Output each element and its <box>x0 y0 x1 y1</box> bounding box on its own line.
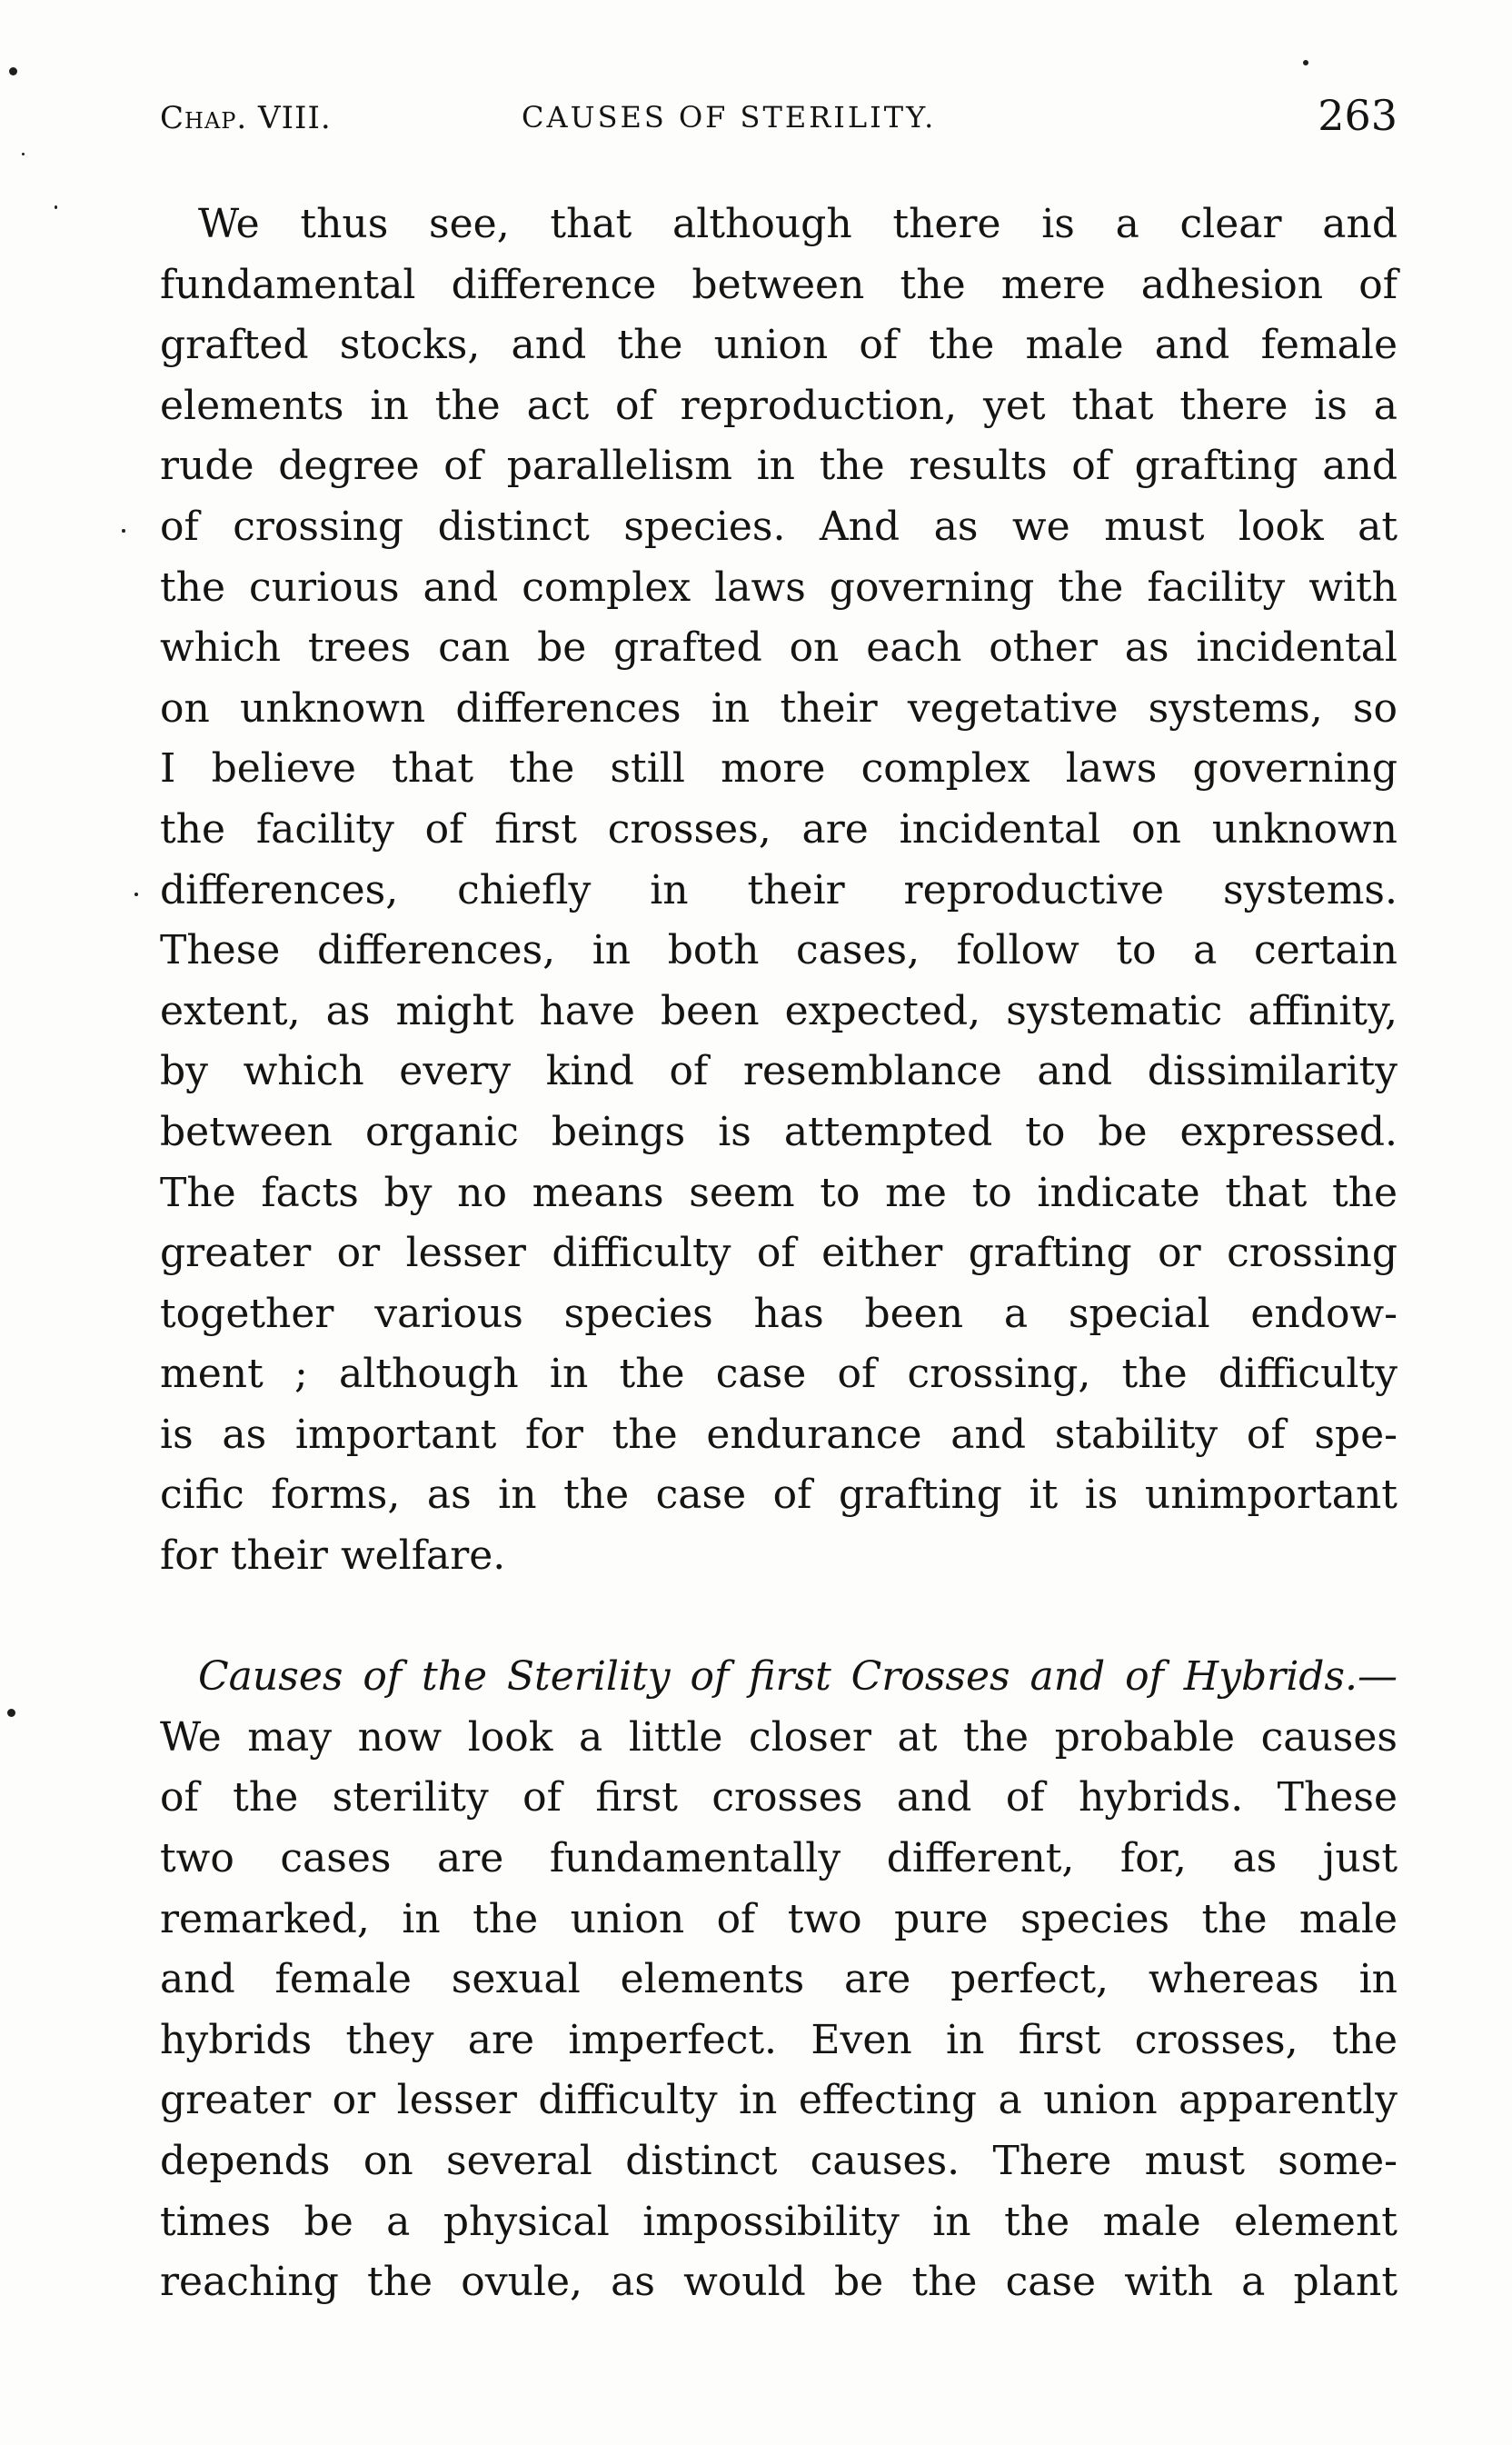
text-line: hybrids they are imperfect. Even in first crosses, the <box>160 2016 1398 2063</box>
text-line: two cases are fundamentally different, for, as just <box>160 1835 1398 1882</box>
paragraph-causes-of-sterility <box>160 1647 1398 2313</box>
chapter-label: Chap. VIII. <box>160 100 332 136</box>
text-line: the facility of first crosses, are incidental on unknown <box>160 805 1398 853</box>
scan-speck <box>55 205 57 209</box>
text-line: The facts by no means seem to me to indicate that the <box>160 1169 1398 1216</box>
text-line: greater or lesser difficulty of either grafting or crossing <box>160 1230 1398 1277</box>
text-line: differences, chiefly in their reproductive systems. <box>160 866 1398 913</box>
text-line: We thus see, that although there is a clear and <box>198 201 1398 247</box>
running-head <box>160 91 1398 145</box>
text-line: I believe that the still more complex laws governing <box>160 745 1398 793</box>
text-line: for their welfare. <box>160 1532 506 1580</box>
paragraph-grafting-crossing <box>160 195 1398 1587</box>
scan-speck <box>7 1709 15 1717</box>
scan-speck <box>22 153 25 155</box>
text-line: the curious and complex laws governing the facility with <box>160 564 1398 611</box>
section-gap <box>160 1587 1398 1648</box>
text-line: of the sterility of first crosses and of hybrids. These <box>160 1774 1398 1821</box>
text-line: rude degree of parallelism in the results of grafting and <box>160 443 1398 490</box>
text-line: extent, as might have been expected, systematic affinity, <box>160 987 1398 1034</box>
text-line: greater or lesser difficulty in effecting a union apparently <box>160 2077 1398 2124</box>
text-line: grafted stocks, and the union of the male and female <box>160 322 1398 369</box>
text-line: by which every kind of resemblance and dissimilarity <box>160 1048 1398 1095</box>
scan-speck <box>1303 60 1308 65</box>
text-line: cific forms, as in the case of grafting it is unimportant <box>160 1472 1398 1519</box>
section-heading: Causes of the Sterility of first Crosses and of Hybrids.— <box>198 1653 1398 1701</box>
text-line: elements in the act of reproduction, yet that there is a <box>160 382 1398 429</box>
text-line: between organic beings is attempted to be expressed. <box>160 1108 1398 1155</box>
scan-speck <box>134 893 138 896</box>
text-line: remarked, in the union of two pure species the male <box>160 1895 1398 1942</box>
text-line: These differences, in both cases, follow to a certain <box>160 927 1398 974</box>
text-line: and female sexual elements are perfect, whereas in <box>160 1956 1398 2003</box>
body-text <box>160 195 1398 2313</box>
text-line: which trees can be grafted on each other as incidental <box>160 624 1398 672</box>
text-line: is as important for the endurance and stability of spe- <box>160 1411 1398 1458</box>
text-line: We may now look a little closer at the probable causes <box>160 1713 1398 1761</box>
scan-speck <box>122 529 125 533</box>
text-line: ment ; although in the case of crossing, the difficulty <box>160 1351 1398 1398</box>
text-line: fundamental difference between the mere adhesion of <box>160 261 1398 308</box>
page-number: 263 <box>1318 91 1398 140</box>
text-line: on unknown differences in their vegetative systems, so <box>160 684 1398 732</box>
text-line: times be a physical impossibility in the male element <box>160 2198 1398 2245</box>
scan-speck <box>9 67 17 75</box>
text-line: reaching the ovule, as would be the case with a plant <box>160 2259 1398 2306</box>
text-line: of crossing distinct species. And as we must look at <box>160 503 1398 550</box>
text-line: depends on several distinct causes. There must some- <box>160 2138 1398 2184</box>
text-line: together various species has been a special endow- <box>160 1290 1398 1337</box>
running-title: CAUSES OF STERILITY. <box>522 100 937 135</box>
